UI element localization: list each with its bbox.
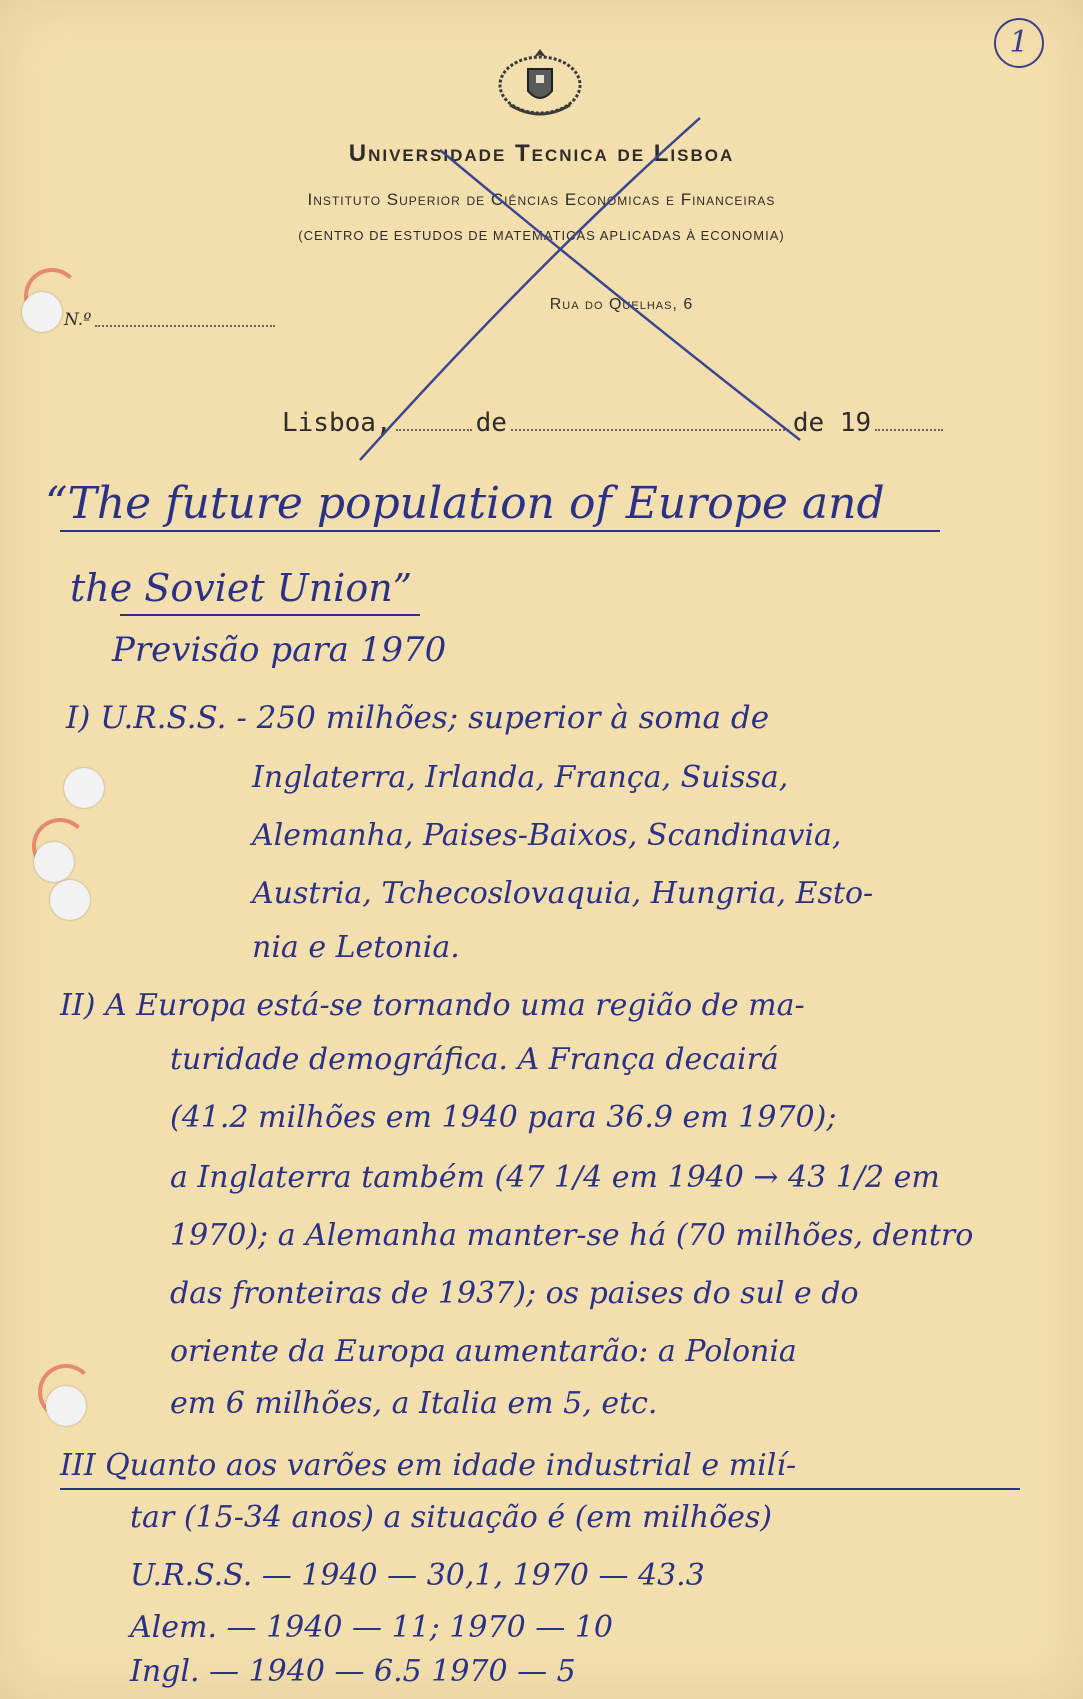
date-day-dots [396, 429, 472, 431]
point-2-line-2: turidade demográfica. A França decairá [170, 1042, 779, 1077]
page-number: 1 [994, 18, 1044, 68]
date-de-2: de 19 [792, 408, 872, 438]
point-1-line-4: Austria, Tchecoslovaquia, Hungria, Esto- [252, 876, 874, 911]
punch-hole [22, 292, 62, 332]
point-1-line-1: I) U.R.S.S. - 250 milhões; superior à soma de [66, 700, 770, 736]
handwritten-title-line1: “The future population of Europe and [45, 478, 885, 529]
address: Rua do Quelhas, 6 [549, 296, 694, 313]
date-city: Lisboa, [282, 408, 392, 438]
title-underline [60, 530, 940, 532]
point-2-line-5: 1970); a Alemanha manter-se há (70 milhões, dentro [170, 1218, 974, 1253]
point-3-line-2: tar (15-34 anos) a situação é (em milhões) [130, 1500, 773, 1535]
point-3-line-5: Ingl. — 1940 — 6.5 1970 — 5 [130, 1654, 576, 1689]
centre-name: (CENTRO DE ESTUDOS DE MATEMATICAS APLICADAS À ECONOMIA) [298, 228, 785, 243]
point-3-line-3: U.R.S.S. — 1940 — 30,1, 1970 — 43.3 [130, 1558, 705, 1593]
handwritten-title-line2: the Soviet Union” [70, 566, 413, 610]
handwritten-subtitle: Previsão para 1970 [112, 630, 447, 670]
point-1-line-2: Inglaterra, Irlanda, França, Suissa, [252, 760, 789, 795]
institute-name: Instituto Superior de Ciências Economicas e Financeiras [307, 190, 776, 209]
point-2-line-6: das fronteiras de 1937); os paises do sul e do [170, 1276, 859, 1311]
coat-of-arms-icon [490, 45, 590, 123]
point-2-line-3: (41.2 milhões em 1940 para 36.9 em 1970); [170, 1100, 837, 1135]
point-2-line-8: em 6 milhões, a Italia em 5, etc. [170, 1386, 658, 1421]
point-3-line-4: Alem. — 1940 — 11; 1970 — 10 [130, 1610, 613, 1645]
date-month-dots [511, 429, 789, 431]
date-de-1: de [475, 408, 507, 438]
punch-hole [50, 880, 90, 920]
date-line [282, 408, 1012, 438]
point-3-line-1: III Quanto aos varões em idade industrial e milí- [60, 1448, 797, 1483]
date-year-dots [875, 429, 943, 431]
number-dots [95, 325, 275, 327]
point-2-line-1: II) A Europa está-se tornando uma região de ma- [60, 988, 805, 1023]
title-underline-2 [120, 614, 420, 616]
point-2-line-4: a Inglaterra também (47 1/4 em 1940 → 43 1/2 em [170, 1160, 940, 1195]
number-label: N.º [64, 310, 92, 330]
point-1-line-5: nia e Letonia. [252, 930, 460, 965]
punch-hole [34, 842, 74, 882]
punch-hole [46, 1386, 86, 1426]
point-3-underline [60, 1488, 1020, 1490]
point-1-line-3: Alemanha, Paises-Baixos, Scandinavia, [252, 818, 842, 853]
number-field [64, 310, 275, 330]
point-2-line-7: oriente da Europa aumentarão: a Polonia [170, 1334, 797, 1369]
university-name: Universidade Tecnica de Lisboa [348, 140, 735, 167]
punch-hole [64, 768, 104, 808]
